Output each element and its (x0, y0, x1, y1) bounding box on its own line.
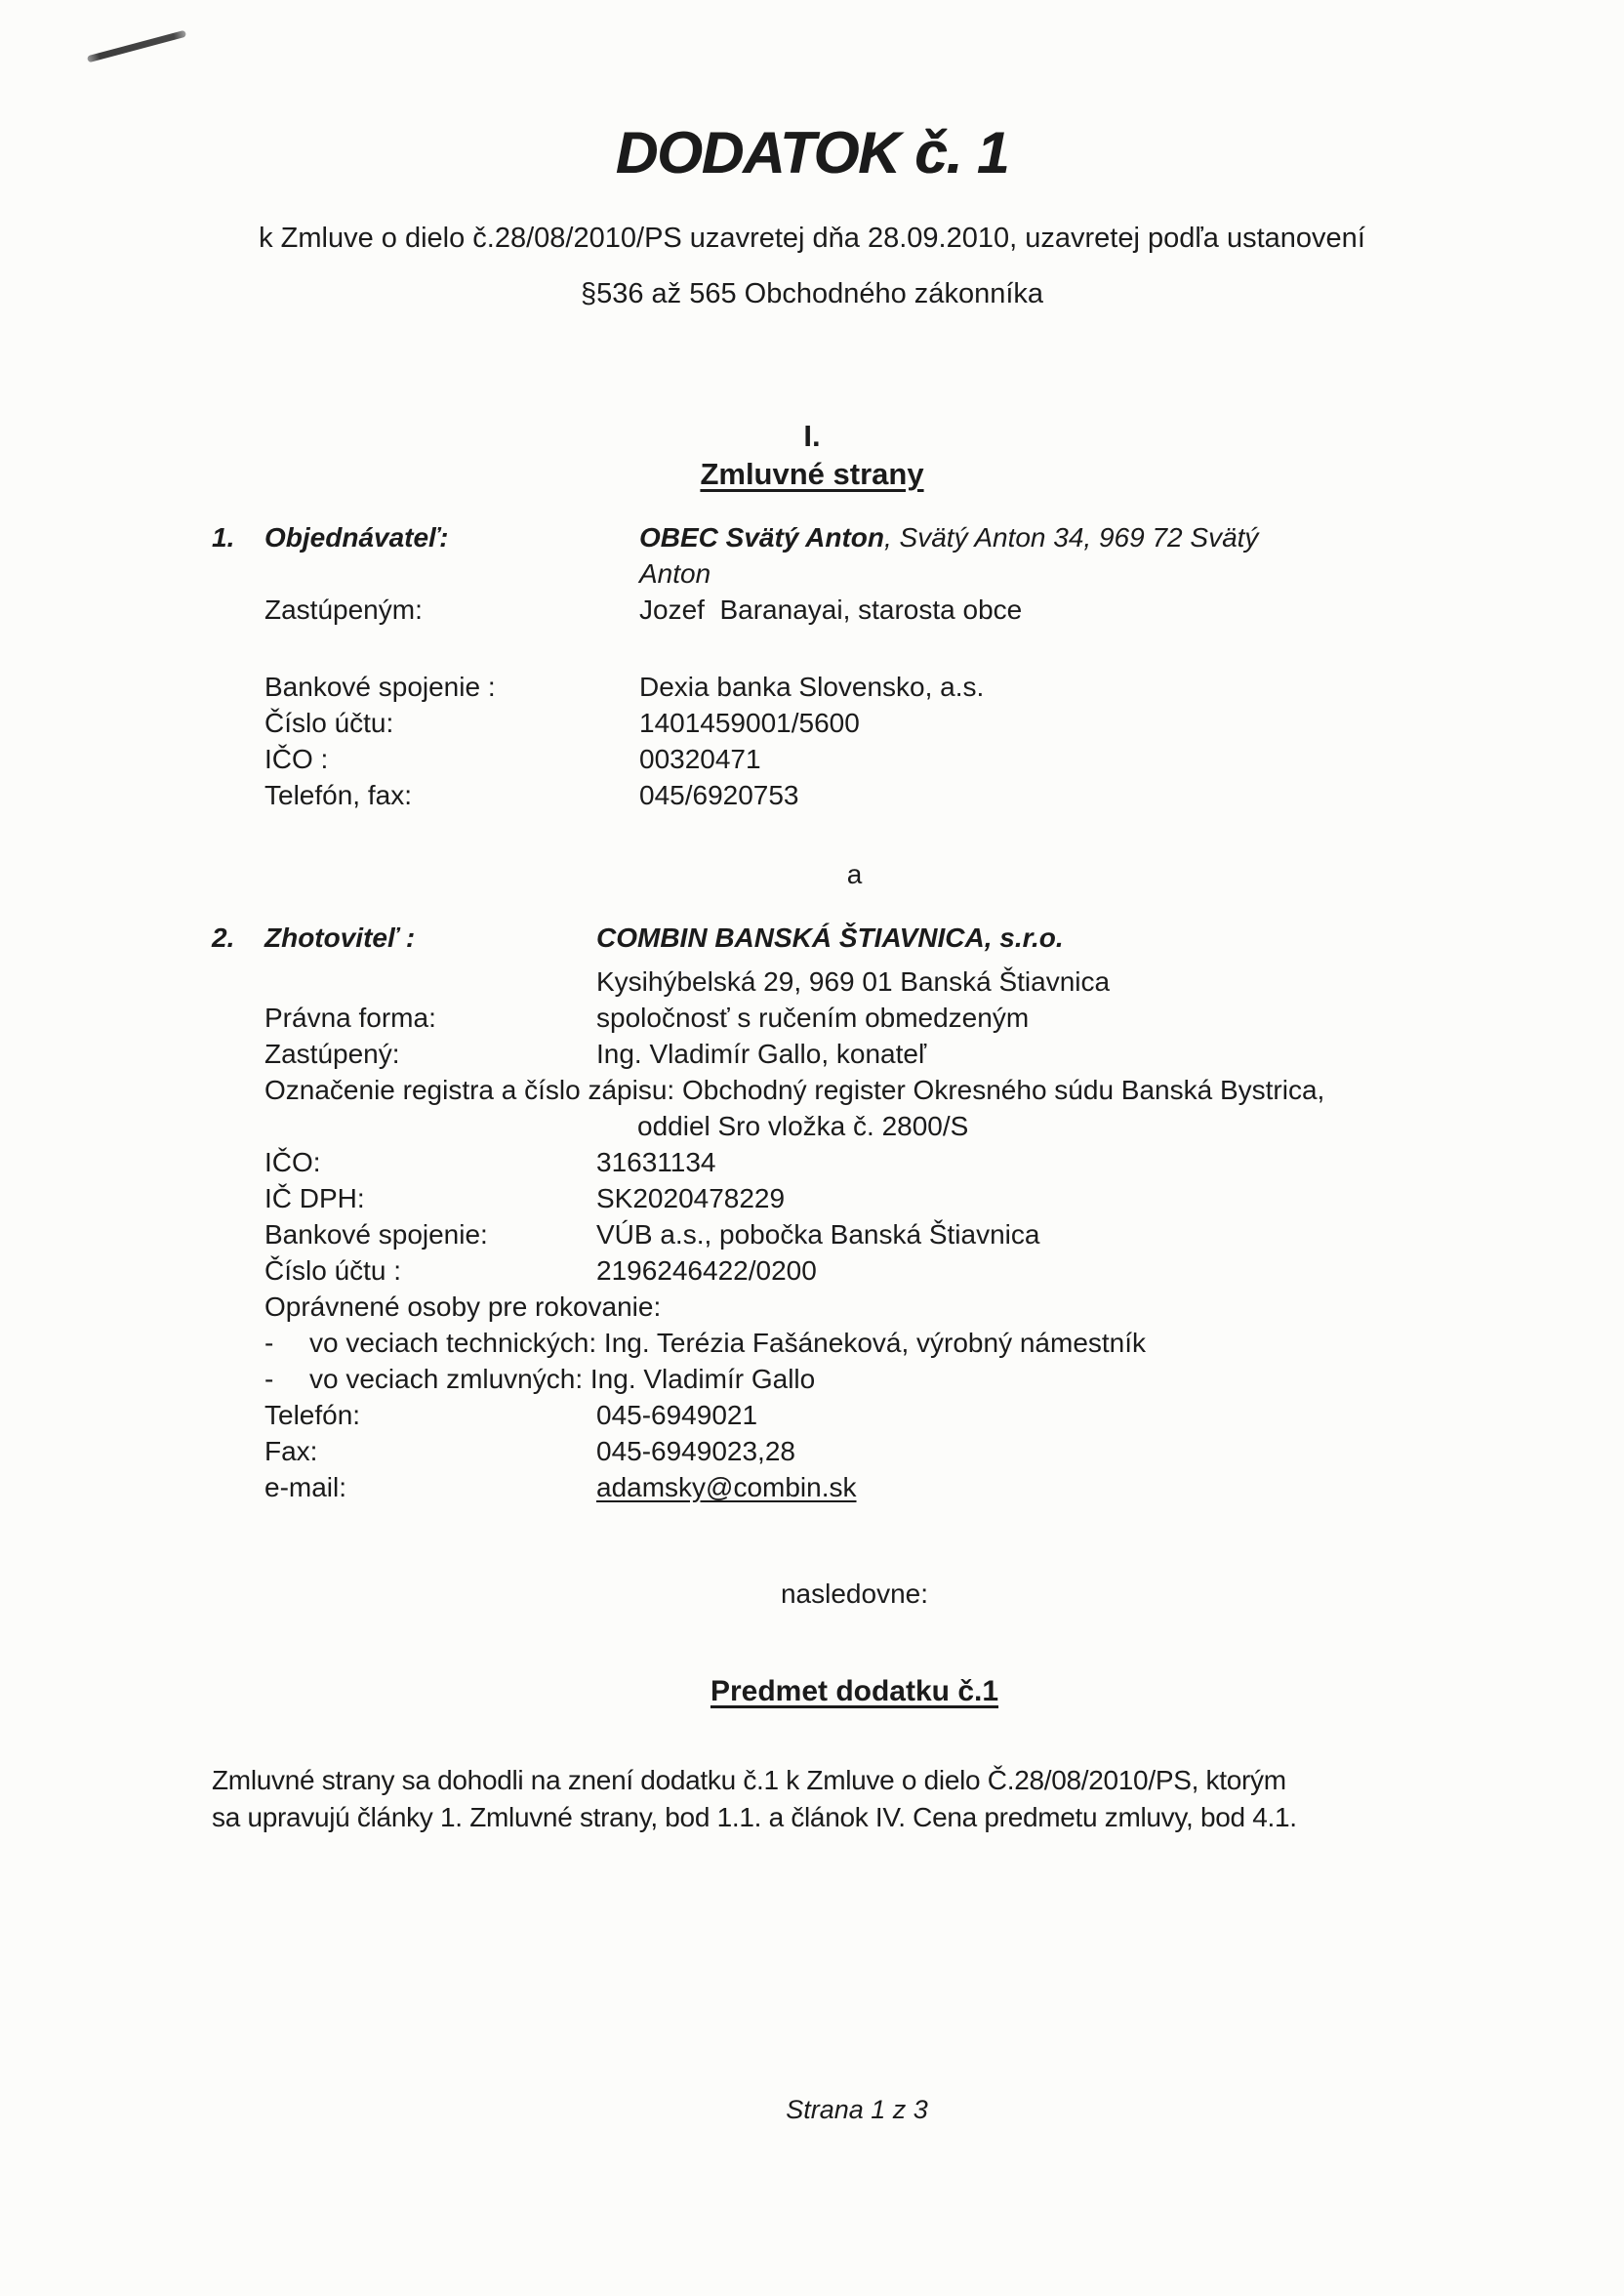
subject-paragraph-line-1: Zmluvné strany sa dohodli na znení dodatku č.1 k Zmluve o dielo Č.28/08/2010/PS, ktorým (212, 1765, 1286, 1795)
register-note-line-1: Označenie registra a číslo zápisu: Obchodný register Okresného súdu Banská Bystrica, (264, 1075, 1325, 1105)
email-address: adamsky@combin.sk (596, 1472, 857, 1502)
party-address: Kysihýbelská 29, 969 01 Banská Štiavnica (596, 966, 1111, 997)
field-row (212, 1216, 1497, 1252)
field-row (212, 741, 1497, 777)
party-address-part2: Anton (639, 558, 711, 589)
field-value: 045/6920753 (639, 780, 799, 810)
bullet-dash: - (264, 1364, 274, 1394)
field-row (212, 705, 1497, 741)
document-title: DODATOK č. 1 (615, 120, 1009, 185)
field-row (212, 1000, 1497, 1036)
field-row (212, 592, 1497, 628)
field-value: 045-6949023,28 (596, 1436, 795, 1466)
subtitle-line-1: k Zmluve o dielo č.28/08/2010/PS uzavretej dňa 28.09.2010, uzavretej podľa ustanovení (259, 223, 1365, 254)
party-number: 1. (212, 522, 235, 553)
field-row (212, 669, 1497, 705)
authorized-person-text: vo veciach technických: Ing. Terézia Fašáneková, výrobný námestník (309, 1328, 1147, 1358)
field-value: 2196246422/0200 (596, 1255, 817, 1286)
field-label: Zastúpený: (264, 1039, 400, 1069)
field-value: Jozef Baranayai, starosta obce (639, 594, 1023, 625)
email-label: e-mail: (264, 1472, 347, 1502)
field-value: Ing. Vladimír Gallo, konateľ (596, 1039, 927, 1069)
field-label: Bankové spojenie : (264, 672, 496, 702)
field-label: IČO : (264, 744, 329, 774)
field-label: Telefón: (264, 1400, 361, 1430)
subject-paragraph (212, 1762, 1497, 1836)
email-row (212, 1469, 1497, 1505)
field-value: Dexia banka Slovensko, a.s. (639, 672, 985, 702)
subject-heading (212, 1672, 1497, 1711)
section-heading-text: Zmluvné strany (700, 457, 924, 491)
field-label: Bankové spojenie: (264, 1219, 488, 1250)
field-label: IČ DPH: (264, 1183, 365, 1213)
field-value: 31631134 (596, 1147, 716, 1177)
field-row (212, 1252, 1497, 1289)
field-row (212, 777, 1497, 813)
field-row (212, 1397, 1497, 1433)
field-value: 1401459001/5600 (639, 708, 860, 738)
bullet-dash: - (264, 1328, 274, 1358)
field-row (212, 1036, 1497, 1072)
field-value: VÚB a.s., pobočka Banská Štiavnica (596, 1219, 1040, 1250)
field-row (212, 1180, 1497, 1216)
field-value: spoločnosť s ručením obmedzeným (596, 1003, 1030, 1033)
party-name: OBEC Svätý Anton (639, 522, 884, 553)
subject-heading-text: Predmet dodatku č.1 (710, 1675, 999, 1707)
authorized-persons-heading: Oprávnené osoby pre rokovanie: (264, 1292, 662, 1322)
section-heading (0, 455, 1624, 494)
continuation-text: nasledovne: (780, 1578, 928, 1609)
field-label: Číslo účtu: (264, 708, 394, 738)
field-label: Zastúpeným: (264, 594, 423, 625)
field-row (212, 964, 1497, 1000)
field-value: 00320471 (639, 744, 761, 774)
authorized-person-item (212, 1325, 1497, 1361)
field-value: 045-6949021 (596, 1400, 758, 1430)
party-address-part1: , Svätý Anton 34, 969 72 Svätý (884, 522, 1259, 553)
party-contractor-block (212, 920, 1497, 1505)
party-number: 2. (212, 922, 235, 953)
field-row (212, 1144, 1497, 1180)
subtitle-line-2: §536 až 565 Obchodného zákonníka (580, 278, 1044, 309)
field-value: SK2020478229 (596, 1183, 786, 1213)
party-client-block (212, 519, 1497, 813)
authorized-person-item (212, 1361, 1497, 1397)
subject-paragraph-line-2: sa upravujú články 1. Zmluvné strany, bod 1.1. a článok IV. Cena predmetu zmluvy, bod 4.1. (212, 1802, 1297, 1832)
party-role-label: Objednávateľ: (264, 522, 449, 553)
page-footer: Strana 1 z 3 (786, 2095, 928, 2124)
field-label: Fax: (264, 1436, 318, 1466)
field-row (212, 1433, 1497, 1469)
party-client-head-row (212, 519, 1497, 592)
authorized-person-text: vo veciach zmluvných: Ing. Vladimír Gallo (309, 1364, 816, 1394)
field-label: Číslo účtu : (264, 1255, 402, 1286)
party-role-label: Zhotoviteľ : (264, 922, 416, 953)
party-name-value (639, 519, 1497, 592)
register-note-line-2: oddiel Sro vložka č. 2800/S (637, 1111, 969, 1141)
field-label: Právna forma: (264, 1003, 436, 1033)
field-label: Telefón, fax: (264, 780, 412, 810)
party-contractor-head-row (212, 920, 1497, 956)
email-value (596, 1469, 1497, 1505)
parties-separator: a (846, 859, 863, 889)
field-label: IČO: (264, 1147, 321, 1177)
section-numeral: I. (803, 419, 821, 453)
party-name: COMBIN BANSKÁ ŠTIAVNICA, s.r.o. (596, 922, 1064, 953)
